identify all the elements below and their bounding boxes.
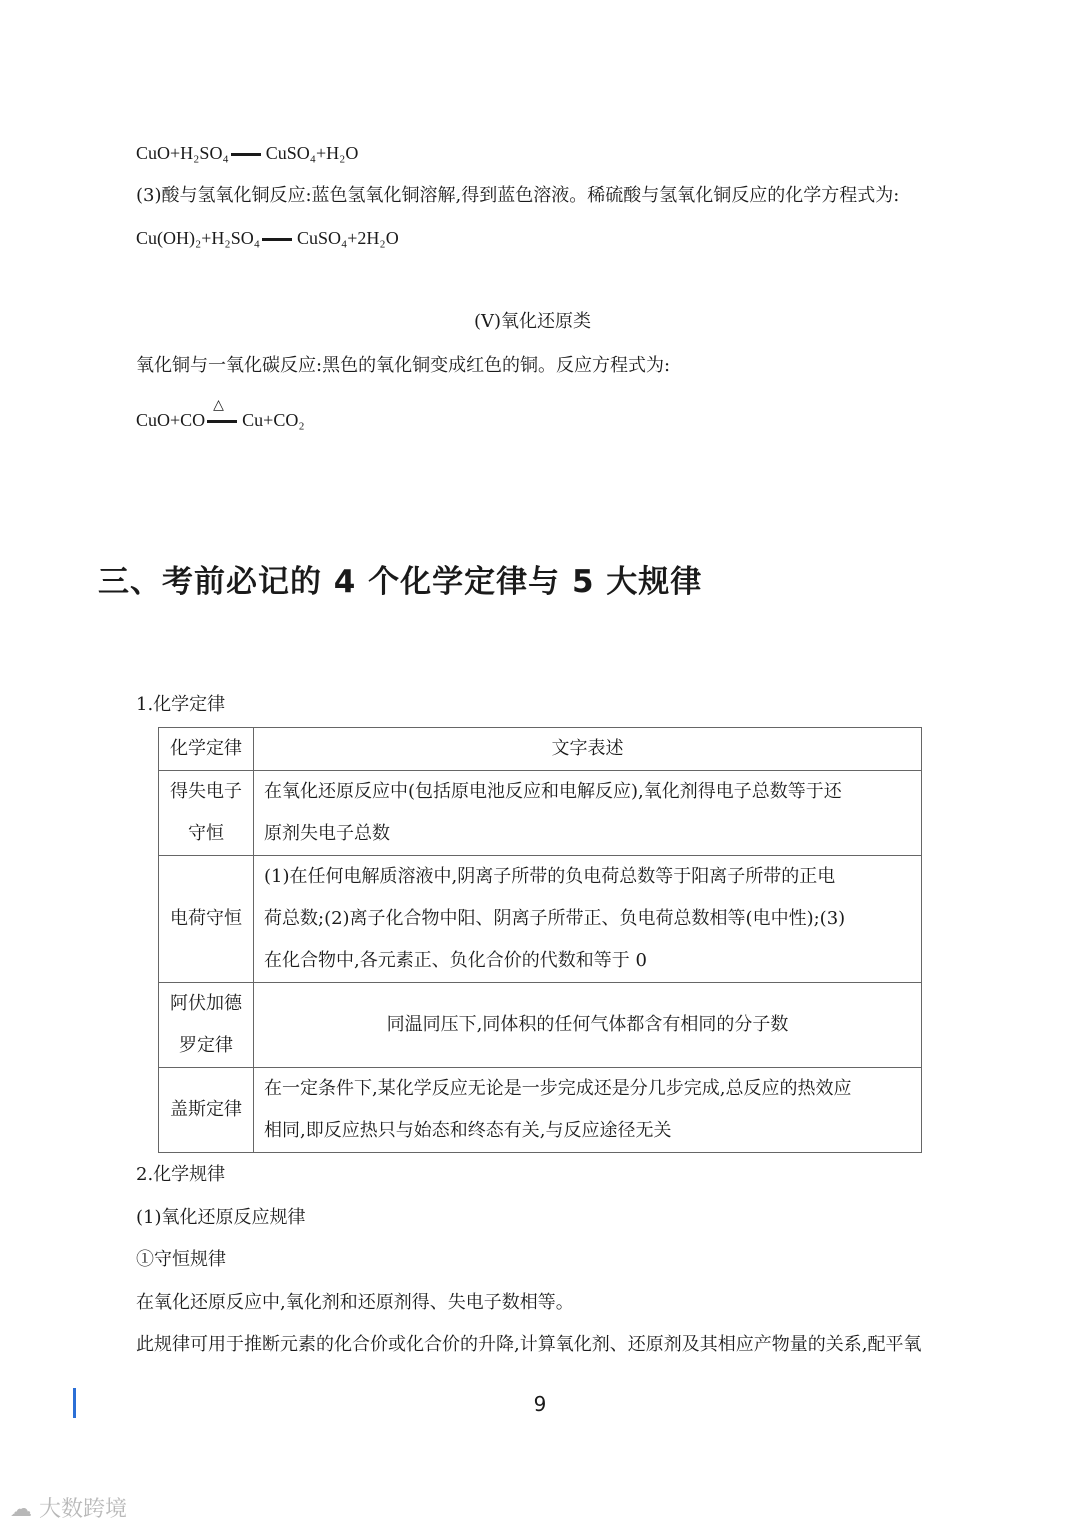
- equation-cuo-co: [136, 398, 305, 431]
- law-desc-line: 在一定条件下,某化学反应无论是一步完成还是分几步完成,总反应的热效应: [264, 1078, 852, 1099]
- heat-condition-icon: △: [213, 398, 224, 414]
- equation-right: CuSO₄+H₂O: [265, 143, 359, 163]
- law-desc-cell: [254, 983, 922, 1068]
- equation-left: Cu(OH)₂+H₂SO₄: [136, 228, 260, 248]
- law-name-line: 罗定律: [179, 1035, 233, 1056]
- chemical-laws-table: [158, 727, 922, 1153]
- para-cuo-co: 氧化铜与一氧化碳反应:黑色的氧化铜变成红色的铜。反应方程式为:: [136, 355, 671, 376]
- equals-arrow: [231, 153, 261, 156]
- equation-cuo-h2so4: [136, 142, 358, 164]
- rule-title: 2.化学规律: [136, 1164, 226, 1185]
- law-desc-cell: [254, 1068, 922, 1153]
- table-row: [159, 1068, 922, 1153]
- equals-arrow: [262, 238, 292, 241]
- section-redox-title: (Ⅴ)氧化还原类: [474, 311, 592, 332]
- law-desc-line: 在化合物中,各元素正、负化合价的代数和等于 0: [264, 950, 647, 971]
- equation-right: Cu+CO₂: [242, 410, 305, 430]
- rule-subtitle: (1)氧化还原反应规律: [136, 1207, 306, 1228]
- law-title: 1.化学定律: [136, 694, 226, 715]
- law-name-cell: [159, 771, 254, 856]
- law-name-line: 守恒: [188, 823, 224, 844]
- law-desc-line: 荷总数;(2)离子化合物中阳、阴离子所带正、负电荷总数相等(电中性);(3): [264, 908, 846, 929]
- section-heading: 三、考前必记的 4 个化学定律与 5 大规律: [98, 564, 703, 600]
- equals-arrow: [207, 398, 237, 423]
- law-desc-line: 相同,即反应热只与始态和终态有关,与反应途径无关: [264, 1120, 672, 1141]
- law-name-line: 电荷守恒: [170, 908, 242, 929]
- equation-right: CuSO₄+2H₂O: [296, 228, 399, 248]
- law-desc-line: 同温同压下,同体积的任何气体都含有相同的分子数: [386, 1014, 789, 1035]
- rule-subsubtitle: ①守恒规律: [136, 1249, 226, 1270]
- law-name-cell: [159, 856, 254, 983]
- equation-left: CuO+CO: [136, 410, 206, 430]
- law-desc-cell: [254, 856, 922, 983]
- law-desc-line: (1)在任何电解质溶液中,阴离子所带的负电荷总数等于阳离子所带的正电: [264, 866, 836, 887]
- law-name-line: 盖斯定律: [170, 1099, 242, 1120]
- table-header-row: [159, 728, 922, 771]
- law-name-line: 得失电子: [170, 781, 242, 802]
- law-desc-line: 原剂失电子总数: [264, 823, 390, 844]
- law-name-cell: [159, 983, 254, 1068]
- watermark: [10, 1492, 127, 1523]
- rule-paragraph: 此规律可用于推断元素的化合价或化合价的升降,计算氧化剂、还原剂及其相应产物量的关系,配平氧: [136, 1334, 922, 1355]
- equation-left: CuO+H₂SO₄: [136, 143, 229, 163]
- header-cell: 文字表述: [254, 728, 922, 771]
- law-name-line: 阿伏加德: [170, 993, 242, 1014]
- table-row: [159, 983, 922, 1068]
- para-acid-hydroxide: (3)酸与氢氧化铜反应:蓝色氢氧化铜溶解,得到蓝色溶液。稀硫酸与氢氧化铜反应的化学方程式为:: [136, 185, 900, 206]
- watermark-logo-icon: ☁: [10, 1497, 39, 1522]
- law-desc-cell: [254, 771, 922, 856]
- page-number: 9: [533, 1392, 547, 1416]
- header-cell: 化学定律: [159, 728, 254, 771]
- table-row: [159, 856, 922, 983]
- watermark-text: 大数跨境: [39, 1497, 128, 1522]
- rule-paragraph: 在氧化还原反应中,氧化剂和还原剂得、失电子数相等。: [136, 1292, 574, 1313]
- law-desc-line: 在氧化还原反应中(包括原电池反应和电解反应),氧化剂得电子总数等于还: [264, 781, 842, 802]
- law-name-cell: [159, 1068, 254, 1153]
- table-row: [159, 771, 922, 856]
- equation-cuoh2-h2so4: [136, 227, 399, 249]
